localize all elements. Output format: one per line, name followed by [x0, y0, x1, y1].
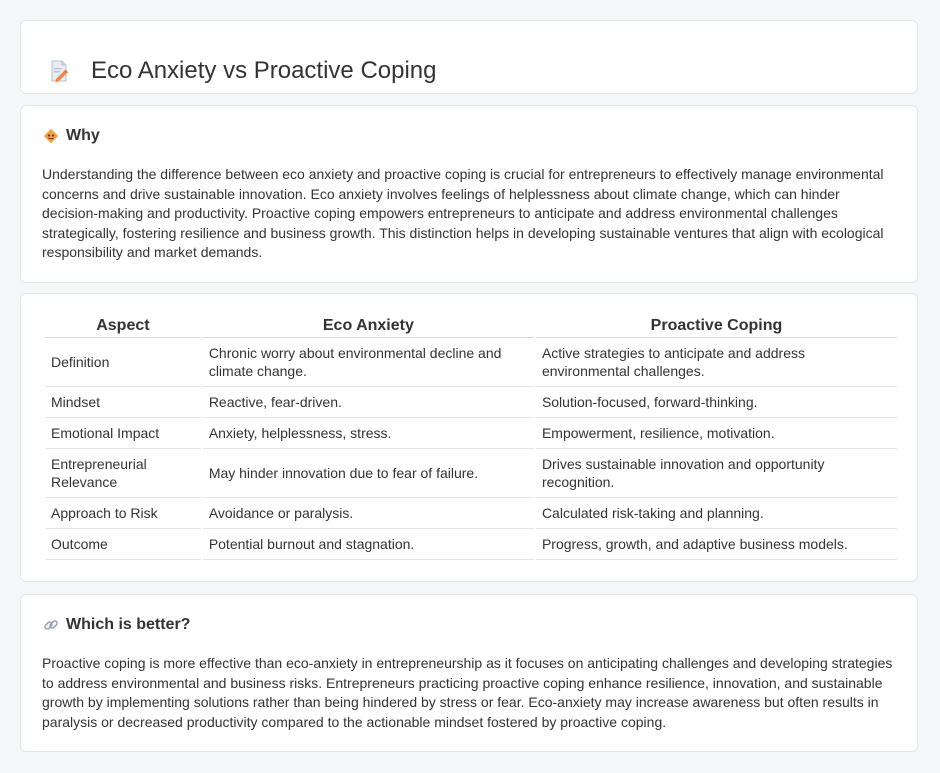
table-cell: Approach to Risk: [45, 498, 201, 529]
table-row: [45, 387, 897, 418]
table-cell: Active strategies to anticipate and address environmental challenges.: [536, 338, 897, 387]
page-title: Eco Anxiety vs Proactive Coping: [91, 57, 437, 85]
better-text: Proactive coping is more effective than eco-anxiety in entrepreneurship as it focuses on anticipating challenges and developing strategies to address environmental and business risks. Entrepreneurs practicing proactive coping enhance resilience, innovation, and sustainable growth by implementing solutions rather than being hindered by stress or fear. Eco-anxiety may increase awareness but often results in paralysis or decreased productivity compared to the actionable mindset fostered by proactive coping.: [42, 655, 893, 730]
why-text: Understanding the difference between eco anxiety and proactive coping is crucial for entrepreneurs to effectively manage environmental concerns and drive sustainable innovation. Eco anxiety involves feelings of helplessness about climate change, which can hinder decision-making and productivity. Proactive coping empowers entrepreneurs to anticipate and address environmental challenges strategically, fostering resilience and business growth. This distinction helps in developing sustainable ventures that align with ecological responsibility and market demands.: [42, 166, 884, 260]
comparison-section: [20, 293, 918, 582]
table-cell: Outcome: [45, 529, 201, 560]
document-edit-icon: [47, 59, 71, 83]
table-header-row: [45, 314, 897, 338]
table-cell: Emotional Impact: [45, 418, 201, 449]
better-title: Which is better?: [66, 616, 191, 633]
better-heading: [43, 616, 190, 634]
table-cell: Mindset: [45, 387, 201, 418]
comparison-table: [43, 314, 899, 560]
column-header-eco-anxiety: Eco Anxiety: [203, 314, 534, 338]
why-title: Why: [66, 127, 100, 144]
table-cell: May hinder innovation due to fear of failure.: [203, 449, 534, 498]
table-cell: Chronic worry about environmental decline and climate change.: [203, 338, 534, 387]
table-cell: Entrepreneurial Relevance: [45, 449, 201, 498]
table-cell: Avoidance or paralysis.: [203, 498, 534, 529]
why-section: [20, 105, 918, 283]
table-cell: Empowerment, resilience, motivation.: [536, 418, 897, 449]
diamond-warning-icon: [43, 128, 59, 144]
which-is-better-section: [20, 594, 918, 752]
table-cell: Definition: [45, 338, 201, 387]
table-cell: Solution-focused, forward-thinking.: [536, 387, 897, 418]
table-cell: Anxiety, helplessness, stress.: [203, 418, 534, 449]
link-icon: [43, 617, 59, 633]
why-heading: [43, 127, 100, 145]
page-header: [47, 41, 437, 101]
table-row: [45, 338, 897, 387]
table-row: [45, 449, 897, 498]
table-row: [45, 498, 897, 529]
table-row: [45, 418, 897, 449]
table-row: [45, 529, 897, 560]
table-cell: Potential burnout and stagnation.: [203, 529, 534, 560]
column-header-proactive-coping: Proactive Coping: [536, 314, 897, 338]
header-card: [20, 20, 918, 94]
table-cell: Reactive, fear-driven.: [203, 387, 534, 418]
column-header-aspect: Aspect: [45, 314, 201, 338]
table-cell: Progress, growth, and adaptive business models.: [536, 529, 897, 560]
table-cell: Drives sustainable innovation and opportunity recognition.: [536, 449, 897, 498]
table-cell: Calculated risk-taking and planning.: [536, 498, 897, 529]
